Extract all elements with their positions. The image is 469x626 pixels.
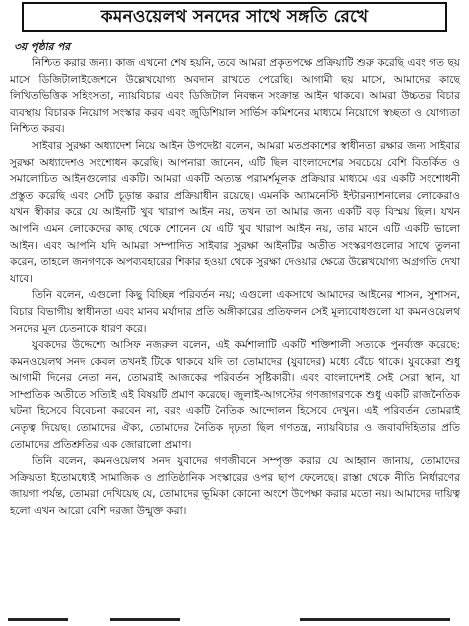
- cut-off-next-line: [0, 612, 469, 626]
- text-fragment: [300, 618, 450, 621]
- text-fragment: [8, 618, 68, 621]
- article-body: [10, 55, 460, 520]
- continued-from-label: ৩য় পৃষ্ঠার পর: [14, 41, 71, 53]
- headline-text: কমনওয়েলথ সনদের সাথে সঙ্গতি রেখে: [100, 6, 369, 27]
- paragraph: নিশ্চিত করার জন্য। কাজ এখনো শেষ হয়নি, তবে আমরা প্রকৃতপক্ষে প্রক্রিয়াটি শুরু করেছি এবং গত ছয় মাসে ডিজিটালাইজেশনে উল্লেখযোগ্য অবদান রাখতে পেরেছি। আগামী ছয় মাসে, আমাদের কাছে লিখিতভিত্তিক সহিংসতা, ন্যায়বিচার এবং ডিজিটাল নিবন্ধন সংক্রান্ত আইন থাকবে। আমরা উচ্চতর বিচার ব্যবস্থায় বিচারক নিয়োগ সংস্কার করব এবং জুডিশিয়াল সার্ভিস কমিশনের মাধ্যমে নিয়োগে স্বচ্ছতা ও যোগ্যতা নিশ্চিত করব।: [10, 57, 460, 136]
- headline-box: [22, 2, 447, 32]
- paragraph: তিনি বলেন, কমনওয়েলথ সনদ যুবাদের গণজীবনে সম্পৃক্ত করার যে আহ্বান জানায়, তোমাদের সক্রিয়তা ইতোমধ্যেই সামাজিক ও প্রাতিষ্ঠানিক সংস্কারের ওপর ছাপ ফেলেছে। রাস্তা থেকে নীতি নির্ধারণের জায়গা পর্যন্ত, তোমরা দেখিয়েছ যে, তোমাদের ভূমিকা কোনো অংশে উপেক্ষা করার মতো নয়। আমাদের দায়িত্ব হলো এখন আরো বেশি দরজা উন্মুক্ত করা।: [10, 455, 460, 518]
- paragraph: যুবকদের উদ্দেশ্যে আসিফ নজরুল বলেন, এই কর্মশালাটি একটি শক্তিশালী সত্যকে পুনর্ব্যক্ত করেছে: কমনওয়েলথ সনদ কেবল তখনই টিকে থাকবে যদি তা তোমাদের (যুবাদের) মধ্যে বেঁচে থাকে। যুবকেরা শুধু আগামী দিনের নেতা নন, তোমরাই আজকের পরিবর্তন সৃষ্টিকারী। এবং বাংলাদেশই সেই সেরা স্থান, যা সাম্প্রতিক অতীতে সত্যিই এই বিষয়টি প্রমাণ করেছে। জুলাই-আগস্টের গণজাগরণকে শুধু একটি রাজনৈতিক ঘটনা হিসেবে বিবেচনা করবেন না, বরং একটি নৈতিক আন্দোলন হিসেবে দেখুন। এই পরিবর্তন তোমরাই নেতৃত্ব দিয়েছ। তোমাদের ঐক্য, তোমাদের নৈতিক দৃঢ়তা ছিল গণতন্ত্র, ন্যায়বিচার ও জবাবদিহিতার প্রতি তোমাদের প্রতিশ্রুতির এক জোরালো প্রমাণ।: [10, 339, 460, 451]
- paragraph: তিনি বলেন, এগুলো কিছু বিচ্ছিন্ন পরিবর্তন নয়; এগুলো একসাথে আমাদের আইনের শাসন, সুশাসন, বিচার বিভাগীয় স্বাধীনতা এবং মানব মর্যাদার প্রতি অঙ্গীকারের প্রতিফলন সেই মূল্যবোধগুলো যা কমনওয়েলথ সনদের মূল চেতনাকে ধারণ করে।: [10, 289, 460, 335]
- paragraph: সাইবার সুরক্ষা অধ্যাদেশ নিয়ে আইন উপদেষ্টা বলেন, আমরা মতপ্রকাশের স্বাধীনতা রক্ষার জন্য সাইবার সুরক্ষা অধ্যাদেশও সংশোধন করেছি। আপনারা জানেন, এটি ছিল বাংলাদেশের সবচেয়ে বেশি বিতর্কিত ও সমালোচিত আইনগুলোর একটি। আমরা একটি অত্যন্ত পরামর্শমূলক প্রক্রিয়ার মাধ্যমে এর একটি সংশোধনী প্রস্তুত করেছি এবং সেটি চূড়ান্ত করার প্রক্রিয়াধীন রয়েছে। এমনকি অ্যামনেস্টি ইন্টারন্যাশনালের লোকেরাও যখন স্বীকার করে যে আইনটি খুব খারাপ আইন নয়, তখন তা আমার জন্য একটি বড় বিস্ময় ছিল। যখন আপনি এমন লোকেদের কাছ থেকে শোনেন যে এটি খুব খারাপ আইন নয়, তার মানে এটি একটি ভালো আইন। এবং আপনি যদি আমরা সম্পাদিত সাইবার সুরক্ষা আইনটির অতীত সংস্করণগুলোর সাথে তুলনা করেন, তাহলে জনগণকে অপব্যবহারের শিকার হওয়া থেকে সুরক্ষা দেওয়ার ক্ষেত্রে উল্লেখযোগ্য অগ্রগতি দেখা যাবে।: [10, 139, 460, 285]
- text-fragment: [110, 618, 180, 621]
